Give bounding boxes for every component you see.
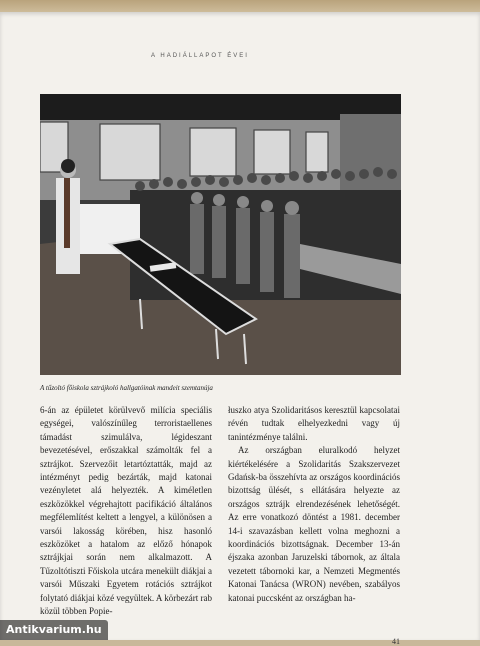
watermark-logo: Antikvarium.hu [0,620,108,640]
running-header: A HADIÁLLAPOT ÉVEI [151,53,249,59]
right-text-column [228,404,400,605]
historical-photograph [40,94,401,375]
paragraph: 6-án az épületet körülvevő milícia speciális egységei, valószínűleg terroristaellenes támadást szimulálva, légideszant bevezetésével, erőszakkal számolták fel a sztrájkot. Szervezőit letartóztatták, majd az intézményt pedig bezárták, majd katonai vezényletet alá helyezték. A kiméletlen eszközökkel végrehajtott pacifikáció általános megfélemlítést keltett a lengyel, a különösen a varsói lakosság körében, hisz hasonló eszközöket a hatalom az előző hónapok sztrájkjai során nem alkalmazott. A Tűzoltótiszti Főiskola utcára menekült diákjai a varsói Műszaki Egyetem rotációs sztrájkot folytató diákjai közé vegyültek. A körbezárt rab közül többen Popie- [40,405,212,617]
photo-caption: A tűzoltó főiskola sztrájkoló hallgatóinak mandeit szemtanúja [40,384,213,392]
page-number: 41 [392,637,400,646]
paragraph: łuszko atya Szolidaritásos keresztül kapcsolatai révén tudtak elhelyezkedni vagy új tanintézménye találni. [228,405,400,442]
left-text-column [40,404,212,619]
paragraph: Az országban eluralkodó helyzet kiértékelésére a Szolidaritás Szakszervezet Gdańsk-ba összehívta az országos koordinációs bizottság ülését, s ellátására helyezte az országos sztrájk elrendezésének lehetőségét. Az erre vonatkozó döntést a 1981. december 14-i szavazásban kellett volna meghozni a koordinációs bizottságnak. December 13-án éjszaka azonban Jaruzelski tábornok, az általa vezetett tábornoki kar, a Nemzeti Megmentés Katonai Tanácsa (WRON) nevében, szabályos katonai puccsként az országban ha- [228,445,400,603]
photograph-illustration [40,94,401,375]
book-page [0,12,480,646]
